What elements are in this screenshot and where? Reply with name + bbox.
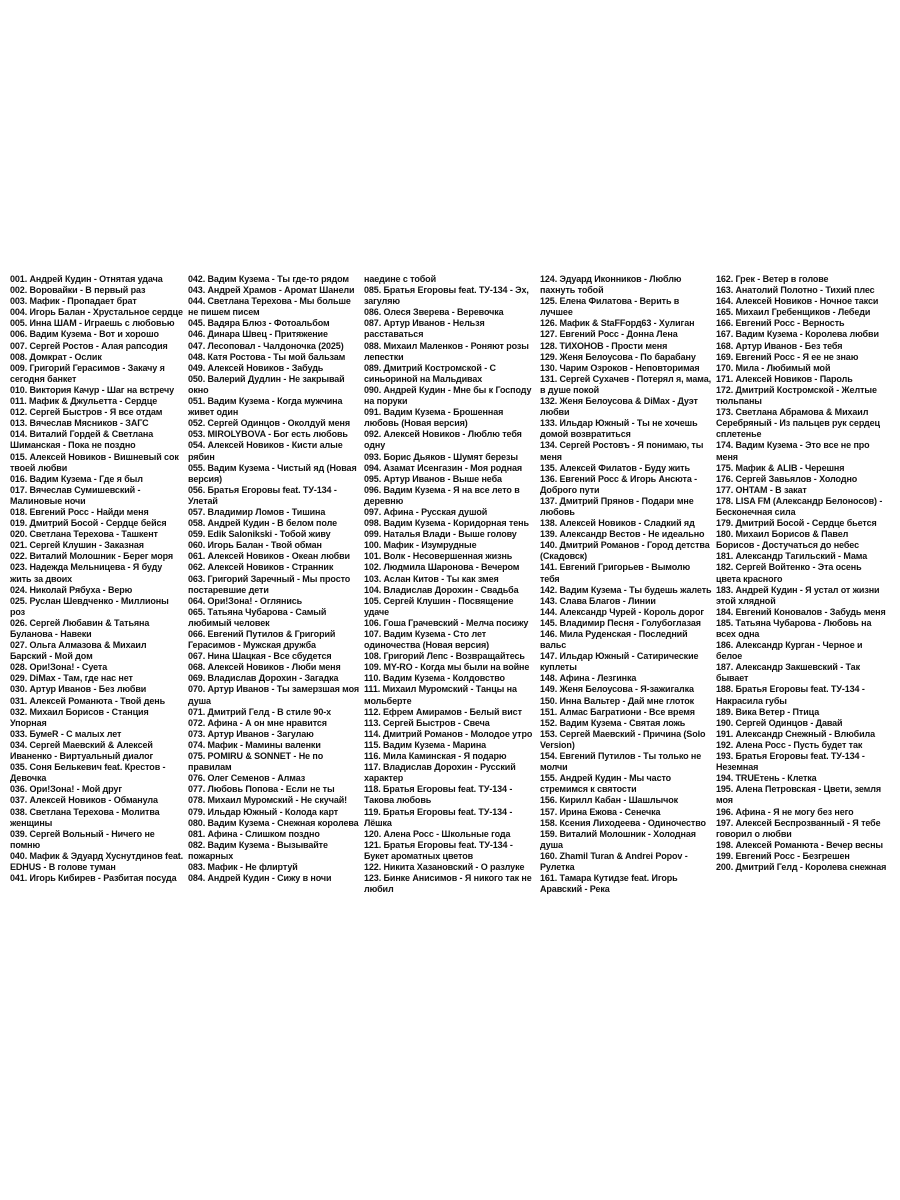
track-entry: 004. Игорь Балан - Хрустальное сердце <box>10 307 183 318</box>
track-entry: 012. Сергей Быстров - Я все отдам <box>10 407 163 418</box>
track-entry: 144. Александр Чурей - Король дорог <box>540 606 704 617</box>
track-entry: 190. Сергей Одинцов - Давай <box>716 717 843 728</box>
track-entry: 156. Кирилл Кабан - Шашлычок <box>540 795 678 806</box>
track-entry: 195. Алена Петровская - Цвети, земля моя <box>716 784 881 806</box>
track-entry: 107. Вадим Кузема - Сто лет одиночества (Новая версия) <box>364 629 490 651</box>
track-entry: 143. Слава Благов - Линии <box>540 595 656 606</box>
track-entry: 007. Сергей Ростов - Алая рапсодия <box>10 340 168 351</box>
track-entry: 139. Александр Вестов - Не идеально <box>540 529 705 540</box>
track-entry: 111. Михаил Муромский - Танцы на мольберте <box>364 684 517 706</box>
tracklist-column <box>186 274 362 944</box>
track-entry: 128. ТИХОНОВ - Прости меня <box>540 340 668 351</box>
track-entry: 099. Наталья Влади - Выше голову <box>364 529 517 540</box>
track-entry: 146. Мила Руденская - Последний вальс <box>540 629 688 651</box>
track-entry: 051. Вадим Кузема - Когда мужчина живет один <box>188 396 343 418</box>
track-entry: 189. Вика Ветер - Птица <box>716 706 820 717</box>
track-entry: 036. Ори!Зона! - Мой друг <box>10 784 122 795</box>
track-entry: 167. Вадим Кузема - Королева любви <box>716 329 879 340</box>
track-entry: 166. Евгений Росс - Верность <box>716 318 845 329</box>
track-entry: 109. MY-RO - Когда мы были на войне <box>364 662 530 673</box>
track-entry: 100. Мафик - Изумрудные <box>364 540 477 551</box>
track-entry: 158. Ксения Лиходеева - Одиночество <box>540 817 706 828</box>
track-entry: 035. Соня Белькевич feat. Крестов - Девочка <box>10 762 166 784</box>
track-entry: 082. Вадим Кузема - Вызывайте пожарных <box>188 839 328 861</box>
track-entry: 150. Инна Вальтер - Дай мне глоток <box>540 695 695 706</box>
track-entry: 159. Виталий Молошник - Холодная душа <box>540 828 696 850</box>
track-entry: 147. Ильдар Южный - Сатирические куплеты <box>540 651 699 673</box>
track-entry: 068. Алексей Новиков - Люби меня <box>188 662 341 673</box>
track-entry: 086. Олеся Зверева - Веревочка <box>364 307 504 318</box>
track-entry: 049. Алексей Новиков - Забудь <box>188 362 324 373</box>
track-entry: 119. Братья Егоровы feat. ТУ-134 - Лёшка <box>364 806 513 828</box>
track-entry: 134. Сергей Ростовъ - Я понимаю, ты меня <box>540 440 704 462</box>
track-entry: 096. Вадим Кузема - Я на все лето в деревню <box>364 484 520 506</box>
track-entry: 092. Алексей Новиков - Люблю тебя одну <box>364 429 522 451</box>
track-entry: 070. Артур Иванов - Ты замерзшая моя душа <box>188 684 360 706</box>
track-entry: 133. Ильдар Южный - Ты не хочешь домой возвратиться <box>540 418 698 440</box>
track-entry: 118. Братья Егоровы feat. ТУ-134 - Такова любовь <box>364 784 513 806</box>
track-entry: 152. Вадим Кузема - Святая ложь <box>540 717 686 728</box>
track-entry: 054. Алексей Новиков - Кисти алые рябин <box>188 440 343 462</box>
track-entry: 039. Сергей Вольный - Ничего не помню <box>10 828 155 850</box>
track-entry: 062. Алексей Новиков - Странник <box>188 562 334 573</box>
track-entry: 183. Андрей Кудин - Я устал от жизни этой хлядной <box>716 584 880 606</box>
track-entry: 186. Александр Курган - Черное и белое <box>716 640 863 662</box>
track-entry: 050. Валерий Дудлин - Не закрывай окно <box>188 373 345 395</box>
track-entry: 123. Бинке Анисимов - Я никого так не любил <box>364 873 532 895</box>
track-entry: 055. Вадим Кузема - Чистый яд (Новая версия) <box>188 462 357 484</box>
tracklist-column <box>362 274 538 944</box>
track-entry: 019. Дмитрий Босой - Сердце бейся <box>10 518 167 529</box>
track-entry: 179. Дмитрий Босой - Сердце бьется <box>716 518 877 529</box>
track-entry: 037. Алексей Новиков - Обманула <box>10 795 158 806</box>
track-entry: 080. Вадим Кузема - Снежная королева <box>188 817 359 828</box>
track-entry: 198. Алексей Романюта - Вечер весны <box>716 839 883 850</box>
track-entry: 191. Александр Снежный - Влюбила <box>716 728 876 739</box>
track-entry: 131. Сергей Сухачев - Потерял я, мама, в душе покой <box>540 373 712 395</box>
track-entry: 165. Михаил Гребенщиков - Лебеди <box>716 307 871 318</box>
track-entry: 187. Александр Закшевский - Так бывает <box>716 662 860 684</box>
track-entry: 033. БумеR - С малых лет <box>10 728 122 739</box>
track-entry: 052. Сергей Одинцов - Околдуй меня <box>188 418 351 429</box>
track-entry: 153. Сергей Маевский - Причина (Solo Version) <box>540 728 706 750</box>
track-entry: 172. Дмитрий Костромской - Желтые тюльпаны <box>716 384 877 407</box>
track-entry: 097. Афина - Русская душой <box>364 506 488 517</box>
track-entry: 046. Динара Швец - Притяжение <box>188 329 328 340</box>
track-entry: 173. Светлана Абрамова & Михаил Серебряный - Из пальцев рук сердец сплетенье <box>716 407 880 440</box>
track-entry: 106. Гоша Грачевский - Мелча посижу <box>364 617 529 628</box>
track-entry: 180. Михаил Борисов & Павел Борисов - Достучаться до небес <box>716 529 859 551</box>
track-entry: 074. Мафик - Мамины валенки <box>188 739 321 750</box>
track-entry: 014. Виталий Гордей & Светлана Шиманская - Пока не поздно <box>10 429 154 451</box>
track-entry: 132. Женя Белоусова & DiMax - Дуэт любви <box>540 396 698 418</box>
track-entry: 021. Сергей Клушин - Заказная <box>10 540 144 551</box>
track-entry: 199. Евгений Росс - Безгрешен <box>716 850 850 861</box>
track-entry: 038. Светлана Терехова - Молитва женщины <box>10 806 160 828</box>
track-entry: 073. Артур Иванов - Загулаю <box>188 728 314 739</box>
track-entry: 047. Лесоповал - Чалдоночка (2025) <box>188 340 344 351</box>
track-entry: 024. Николай Рябуха - Верю <box>10 584 133 595</box>
track-entry: 048. Катя Ростова - Ты мой бальзам <box>188 351 346 362</box>
track-entry: 069. Владислав Дорохин - Загадка <box>188 673 339 684</box>
track-entry: 176. Сергей Завьялов - Холодно <box>716 473 858 484</box>
track-entry: 010. Виктория Качур - Шаг на встречу <box>10 384 174 395</box>
track-entry: 194. TRUEтень - Клетка <box>716 773 817 784</box>
track-entry: 101. Волк - Несовершенная жизнь <box>364 551 513 562</box>
track-entry: 130. Чарим Озроков - Неповторимая <box>540 362 700 373</box>
track-entry: 060. Игорь Балан - Твой обман <box>188 540 322 551</box>
track-entry: 105. Сергей Клушин - Посвящение удаче <box>364 595 514 617</box>
track-entry: 040. Мафик & Эдуард Хуснутдинов feat. EDHUS - В голове туман <box>10 850 184 872</box>
track-entry: 188. Братья Егоровы feat. ТУ-134 - Накрасила губы <box>716 684 865 706</box>
track-entry: 032. Михаил Борисов - Станция Упорная <box>10 706 149 728</box>
track-entry: 015. Алексей Новиков - Вишневый сок твоей любви <box>10 451 179 473</box>
track-entry: 127. Евгений Росс - Донна Лена <box>540 329 678 340</box>
track-entry: 031. Алексей Романюта - Твой день <box>10 695 166 706</box>
track-entry: 078. Михаил Муромский - Не скучай! <box>188 795 348 806</box>
track-entry: 087. Артур Иванов - Нельзя расставаться <box>364 318 485 340</box>
track-entry: 059. Edik Salonikski - Тобой живу <box>188 529 331 540</box>
track-entry: 196. Афина - Я не могу без него <box>716 806 854 817</box>
track-entry: 025. Руслан Шевдченко - Миллионы роз <box>10 595 169 617</box>
tracklist-column <box>714 274 890 944</box>
track-entry: 016. Вадим Кузема - Где я был <box>10 473 143 484</box>
track-entry: 063. Григорий Заречный - Мы просто постаревшие дети <box>188 573 351 595</box>
track-entry: 011. Мафик & Джульетта - Сердце <box>10 396 158 407</box>
track-entry: 085. Братья Егоровы feat. ТУ-134 - Эх, загуляю <box>364 285 529 307</box>
track-entry: 138. Алексей Новиков - Сладкий яд <box>540 518 695 529</box>
track-entry: 113. Сергей Быстров - Свеча <box>364 717 490 728</box>
track-entry: 103. Аслан Китов - Ты как змея <box>364 573 499 584</box>
track-entry: 023. Надежда Мельницева - Я буду жить за двоих <box>10 562 163 584</box>
track-entry: 161. Тамара Кутидзе feat. Игорь Аравский - Река <box>540 873 678 895</box>
track-entry: 104. Владислав Дорохин - Свадьба <box>364 584 519 595</box>
track-entry: 163. Анатолий Полотно - Тихий плес <box>716 285 875 296</box>
track-entry: 175. Мафик & ALIB - Черешня <box>716 462 845 473</box>
track-entry: 112. Ефрем Амирамов - Белый вист <box>364 706 522 717</box>
track-entry: 192. Алена Росс - Пусть будет так <box>716 739 863 750</box>
track-entry: 034. Сергей Маевский & Алексей Иваненко - Виртуальный диалог <box>10 739 154 762</box>
track-entry: 116. Мила Каминская - Я подарю <box>364 751 507 762</box>
track-entry: 008. Домкрат - Ослик <box>10 351 102 362</box>
track-entry: 142. Вадим Кузема - Ты будешь жалеть <box>540 584 712 595</box>
track-entry: 174. Вадим Кузема - Это все не про меня <box>716 440 870 462</box>
track-entry: 169. Евгений Росс - Я ее не знаю <box>716 351 859 362</box>
track-entry: 182. Сергей Войтенко - Эта осень цвета красного <box>716 562 862 584</box>
track-entry: 157. Ирина Ежова - Сенечка <box>540 806 661 817</box>
track-entry: 088. Михаил Маленков - Роняют розы лепестки <box>364 340 529 362</box>
track-entry: 079. Ильдар Южный - Колода карт <box>188 806 339 817</box>
track-entry: 064. Ори!Зона! - Оглянись <box>188 595 303 606</box>
track-entry: 001. Андрей Кудин - Отнятая удача <box>10 274 163 284</box>
track-entry: 041. Игорь Кибирев - Разбитая посуда <box>10 873 177 884</box>
track-entry: 094. Азамат Исенгазин - Моя родная <box>364 462 523 473</box>
track-entry: 042. Вадим Кузема - Ты где-то рядом <box>188 274 349 284</box>
track-entry: 065. Татьяна Чубарова - Самый любимый человек <box>188 606 327 628</box>
track-entry: 089. Дмитрий Костромской - С синьориной на Мальдивах <box>364 362 496 384</box>
track-entry: 058. Андрей Кудин - В белом поле <box>188 518 337 529</box>
track-entry: наедине с тобой <box>364 274 437 284</box>
track-entry: 185. Татьяна Чубарова - Любовь на всех одна <box>716 617 872 639</box>
track-entry: 026. Сергей Любавин & Татьяна Буланова - Навеки <box>10 617 150 639</box>
track-entry: 148. Афина - Лезгинка <box>540 673 637 684</box>
track-entry: 028. Ори!Зона! - Суета <box>10 662 108 673</box>
track-entry: 160. Zhamil Turan & Andrei Popov - Рулетка <box>540 850 688 872</box>
track-entry: 145. Владимир Песня - Голубоглазая <box>540 617 701 628</box>
track-entry: 178. LISA FM (Александр Белоносов) - Бесконечная сила <box>716 495 883 517</box>
track-entry: 018. Евгений Росс - Найди меня <box>10 506 149 517</box>
track-entry: 083. Мафик - Не флиртуй <box>188 861 298 872</box>
track-entry: 027. Ольга Алмазова & Михаил Барский - Мой дом <box>10 640 147 662</box>
track-entry: 117. Владислав Дорохин - Русский характер <box>364 762 516 784</box>
track-entry: 129. Женя Белоусова - По барабану <box>540 351 696 362</box>
track-entry: 126. Мафик & StaFFорд63 - Хулиган <box>540 318 695 329</box>
track-entry: 125. Елена Филатова - Верить в лучшее <box>540 296 680 318</box>
track-entry: 091. Вадим Кузема - Брошенная любовь (Новая версия) <box>364 407 504 429</box>
track-entry: 181. Александр Тагильский - Мама <box>716 551 868 562</box>
track-entry: 122. Никита Хазановский - О разлуке <box>364 861 525 872</box>
track-entry: 140. Дмитрий Романов - Город детства (Скадовск) <box>540 540 710 562</box>
track-entry: 200. Дмитрий Гелд - Королева снежная <box>716 861 887 872</box>
track-entry: 045. Вадяра Блюз - Фотоальбом <box>188 318 330 329</box>
track-entry: 003. Мафик - Пропадает брат <box>10 296 137 307</box>
track-entry: 124. Эдуард Иконников - Люблю пахнуть тобой <box>540 274 682 296</box>
track-entry: 098. Вадим Кузема - Коридорная тень <box>364 518 529 529</box>
track-entry: 067. Нина Шацкая - Все сбудется <box>188 651 332 662</box>
track-entry: 137. Дмитрий Прянов - Подари мне любовь <box>540 495 694 517</box>
track-entry: 090. Андрей Кудин - Мне бы к Господу на поруки <box>364 384 532 407</box>
track-entry: 135. Алексей Филатов - Буду жить <box>540 462 690 473</box>
track-entry: 013. Вячеслав Мясников - ЗАГС <box>10 418 149 429</box>
track-entry: 184. Евгений Коновалов - Забудь меня <box>716 606 886 617</box>
track-entry: 108. Григорий Лепс - Возвращайтесь <box>364 651 525 662</box>
track-entry: 084. Андрей Кудин - Сижу в ночи <box>188 873 332 884</box>
track-entry: 110. Вадим Кузема - Колдовство <box>364 673 505 684</box>
tracklist-column <box>538 274 714 944</box>
track-entry: 151. Алмас Багратиони - Все время <box>540 706 695 717</box>
track-entry: 081. Афина - Слишком поздно <box>188 828 320 839</box>
track-entry: 017. Вячеслав Сумишевский - Малиновые ночи <box>10 484 141 506</box>
track-entry: 149. Женя Белоусова - Я-зажигалка <box>540 684 694 695</box>
track-entry: 168. Артур Иванов - Без тебя <box>716 340 843 351</box>
track-entry: 053. MIROLYBOVA - Бог есть любовь <box>188 429 348 440</box>
track-entry: 056. Братья Егоровы feat. ТУ-134 - Улетай <box>188 484 337 506</box>
track-entry: 121. Братья Егоровы feat. ТУ-134 - Букет ароматных цветов <box>364 839 513 861</box>
track-entry: 115. Вадим Кузема - Марина <box>364 739 487 750</box>
track-entry: 102. Людмила Шаронова - Вечером <box>364 562 520 573</box>
track-entry: 171. Алексей Новиков - Пароль <box>716 373 853 384</box>
tracklist-sheet <box>10 274 890 944</box>
track-entry: 043. Андрей Храмов - Аромат Шанели <box>188 285 355 296</box>
track-entry: 093. Борис Дьяков - Шумят березы <box>364 451 518 462</box>
track-entry: 044. Светлана Терехова - Мы больше не пишем писем <box>188 296 351 318</box>
track-entry: 076. Олег Семенов - Алмаз <box>188 773 306 784</box>
track-entry: 061. Алексей Новиков - Океан любви <box>188 551 350 562</box>
track-entry: 057. Владимир Ломов - Тишина <box>188 506 326 517</box>
track-entry: 066. Евгений Путилов & Григорий Герасимов - Мужская дружба <box>188 629 336 651</box>
track-entry: 006. Вадим Кузема - Вот и хорошо <box>10 329 159 340</box>
track-entry: 029. DiMax - Там, где нас нет <box>10 673 133 684</box>
track-entry: 020. Светлана Терехова - Ташкент <box>10 529 158 540</box>
track-entry: 075. POMIRU & SONNET - Не по правилам <box>188 751 324 773</box>
tracklist-column <box>10 274 186 944</box>
track-entry: 177. ОНТАМ - В закат <box>716 484 807 495</box>
track-entry: 002. Воровайки - В первый раз <box>10 285 146 296</box>
track-entry: 072. Афина - А он мне нравится <box>188 717 327 728</box>
track-entry: 154. Евгений Путилов - Ты только не молчи <box>540 751 702 773</box>
track-entry: 071. Дмитрий Гелд - В стиле 90-х <box>188 706 332 717</box>
track-entry: 022. Виталий Молошник - Берег моря <box>10 551 174 562</box>
track-entry: 193. Братья Егоровы feat. ТУ-134 - Неземная <box>716 751 865 773</box>
track-entry: 162. Грек - Ветер в голове <box>716 274 829 284</box>
track-entry: 009. Григорий Герасимов - Закачу я сегодня банкет <box>10 362 165 384</box>
track-entry: 170. Мила - Любимый мой <box>716 362 831 373</box>
track-entry: 005. Инна ШАМ - Играешь с любовью <box>10 318 175 329</box>
track-entry: 077. Любовь Попова - Если не ты <box>188 784 335 795</box>
track-entry: 155. Андрей Кудин - Мы часто стремимся к святости <box>540 773 672 795</box>
track-entry: 164. Алексей Новиков - Ночное такси <box>716 296 879 307</box>
track-entry: 136. Евгений Росс & Игорь Ансюта - Доброго пути <box>540 473 698 495</box>
track-entry: 030. Артур Иванов - Без любви <box>10 684 147 695</box>
track-entry: 095. Артур Иванов - Выше неба <box>364 473 502 484</box>
track-entry: 120. Алена Росс - Школьные года <box>364 828 511 839</box>
track-entry: 114. Дмитрий Романов - Молодое утро <box>364 728 533 739</box>
track-entry: 141. Евгений Григорьев - Вымолю тебя <box>540 562 691 584</box>
track-entry: 197. Алексей Беспрозванный - Я тебе говорил о любви <box>716 817 881 839</box>
